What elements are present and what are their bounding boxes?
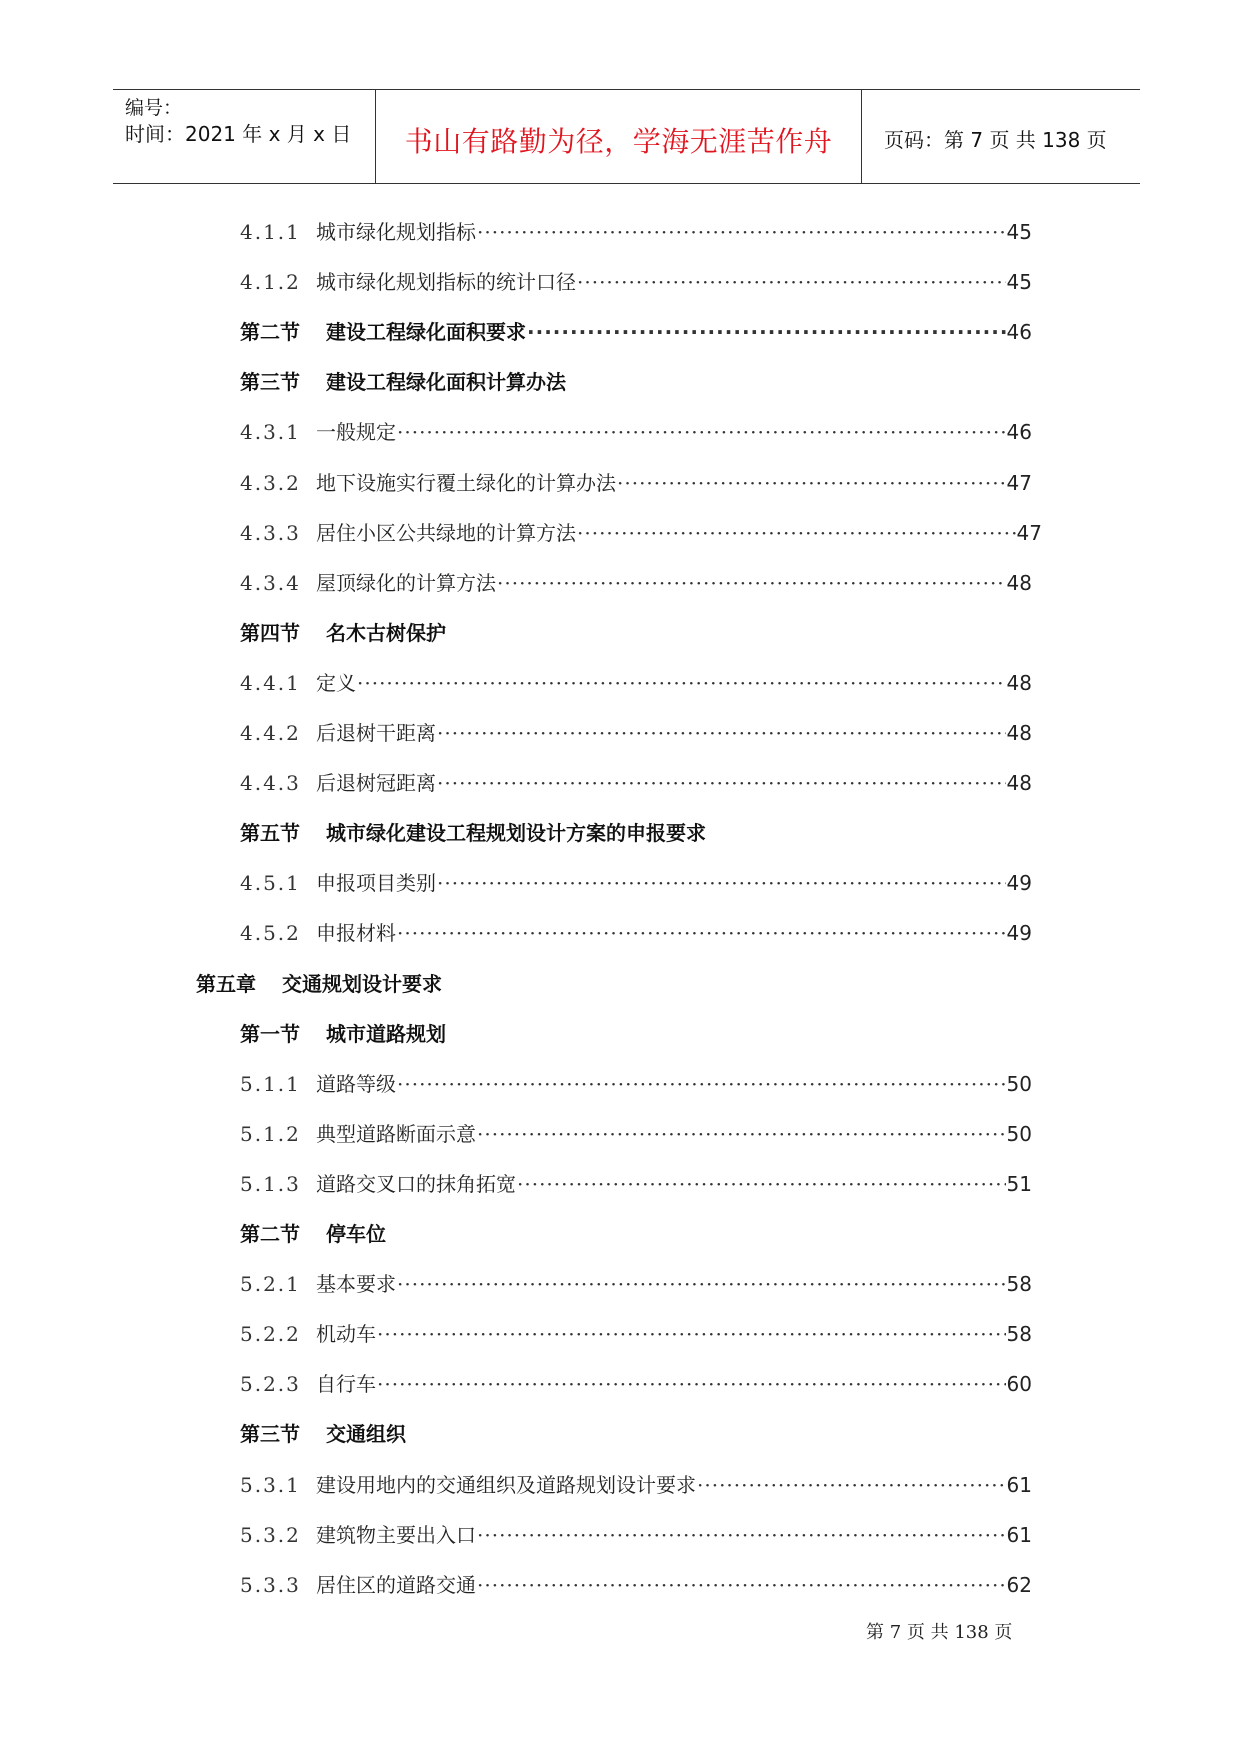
toc-entry-label: 第三节 (240, 1422, 300, 1447)
toc-leader-dots (377, 1372, 1006, 1396)
toc-entry-title: 一般规定 (316, 420, 396, 445)
toc-entry-page: 58 (1006, 1322, 1032, 1347)
toc-leader-dots (477, 1523, 1006, 1547)
toc-entry-number: 5.3.2 (240, 1522, 301, 1547)
toc-entry-title: 道路等级 (316, 1071, 396, 1096)
toc-leader-dots (517, 1172, 1006, 1196)
toc-entry-title: 交通规划设计要求 (282, 971, 442, 996)
toc-entry-label: 第二节 (240, 320, 300, 345)
toc-entry-title: 典型道路断面示意 (316, 1121, 476, 1146)
toc-entry-title: 建设工程绿化面积计算办法 (326, 370, 566, 395)
toc-entry-title: 建筑物主要出入口 (316, 1522, 476, 1547)
toc-entry-page: 61 (1006, 1472, 1032, 1497)
toc-entry-page: 48 (1006, 721, 1032, 745)
toc-subsection-entry[interactable] (240, 1118, 1032, 1152)
toc-entry-title: 建设用地内的交通组织及道路规划设计要求 (316, 1472, 696, 1497)
toc-entry-number: 5.1.1 (240, 1071, 301, 1096)
toc-entry-label: 第三节 (240, 370, 300, 395)
toc-section-entry[interactable] (240, 617, 446, 651)
toc-entry-title: 机动车 (316, 1322, 376, 1347)
toc-leader-dots (477, 1573, 1006, 1597)
toc-subsection-entry[interactable] (240, 1168, 1032, 1202)
toc-subsection-entry[interactable] (240, 1469, 1032, 1503)
toc-entry-title: 交通组织 (326, 1422, 406, 1447)
toc-entry-title: 自行车 (316, 1372, 376, 1397)
toc-subsection-entry[interactable] (240, 1268, 1032, 1302)
header-meta-cell (113, 90, 375, 183)
toc-entry-title: 地下设施实行覆土绿化的计算办法 (316, 470, 616, 495)
toc-entry-page: 46 (1006, 420, 1032, 445)
toc-leader-dots (577, 270, 1006, 294)
toc-entry-page: 60 (1006, 1372, 1032, 1397)
document-number-label: 编号： (125, 97, 183, 119)
toc-entry-title: 道路交叉口的抹角拓宽 (316, 1171, 516, 1196)
toc-entry-title: 城市绿化建设工程规划设计方案的申报要求 (326, 821, 706, 846)
toc-entry-number: 5.2.1 (240, 1272, 301, 1297)
toc-entry-title: 居住小区公共绿地的计算方法 (316, 520, 576, 545)
toc-entry-page: 58 (1006, 1272, 1032, 1297)
toc-entry-title: 城市绿化规划指标的统计口径 (316, 270, 576, 295)
toc-leader-dots (397, 1072, 1006, 1096)
toc-entry-title: 后退树干距离 (316, 721, 436, 745)
toc-entry-label: 第四节 (240, 620, 300, 645)
header-motto: 书山有路勤为径，学海无涯苦作舟 (404, 125, 833, 158)
toc-leader-dots (477, 220, 1006, 244)
toc-leader-dots (397, 921, 1006, 945)
toc-entry-page: 45 (1006, 220, 1032, 244)
toc-leader-dots (397, 420, 1006, 444)
toc-leader-dots (577, 521, 1016, 545)
toc-entry-page: 47 (1006, 470, 1032, 495)
toc-entry-label: 第五章 (196, 971, 256, 996)
toc-subsection-entry[interactable] (240, 917, 1032, 951)
toc-subsection-entry[interactable] (240, 1519, 1032, 1553)
toc-subsection-entry[interactable] (240, 1068, 1032, 1102)
toc-leader-dots (477, 1122, 1006, 1146)
toc-entry-label: 第一节 (240, 1021, 300, 1046)
toc-subsection-entry[interactable] (240, 416, 1032, 450)
toc-subsection-entry[interactable] (240, 1569, 1032, 1603)
toc-entry-number: 4.3.1 (240, 420, 301, 445)
toc-leader-dots (437, 871, 1006, 895)
toc-entry-number: 4.3.3 (240, 520, 301, 545)
toc-entry-title: 城市绿化规划指标 (316, 220, 476, 244)
toc-entry-page: 62 (1006, 1572, 1032, 1597)
header-motto-cell (375, 90, 862, 183)
toc-section-entry[interactable] (240, 1218, 386, 1252)
toc-entry-number: 5.2.2 (240, 1322, 301, 1347)
toc-entry-page: 50 (1006, 1071, 1032, 1096)
toc-entry-number: 5.2.3 (240, 1372, 301, 1397)
toc-section-entry[interactable] (240, 316, 1032, 350)
toc-entry-number: 5.1.2 (240, 1121, 301, 1146)
toc-entry-title: 定义 (316, 670, 356, 695)
toc-entry-page: 61 (1006, 1522, 1032, 1547)
toc-leader-dots (527, 320, 1006, 344)
toc-entry-page: 49 (1006, 871, 1032, 896)
toc-subsection-entry[interactable] (240, 567, 1032, 601)
toc-entry-title: 居住区的道路交通 (316, 1572, 476, 1597)
toc-section-entry[interactable] (240, 817, 706, 851)
toc-subsection-entry[interactable] (240, 767, 1032, 801)
toc-entry-number: 5.3.3 (240, 1572, 301, 1597)
header-page-cell (862, 90, 1140, 183)
toc-entry-page: 47 (1016, 520, 1042, 545)
toc-entry-page: 45 (1006, 270, 1032, 295)
toc-subsection-entry[interactable] (240, 1368, 1032, 1402)
toc-entry-page: 48 (1006, 570, 1032, 595)
toc-entry-page: 48 (1006, 771, 1032, 796)
toc-entry-number: 4.5.2 (240, 921, 301, 946)
toc-entry-number: 4.4.3 (240, 771, 301, 796)
toc-entry-number: 4.4.2 (240, 721, 301, 745)
toc-entry-title: 屋顶绿化的计算方法 (316, 570, 496, 595)
toc-entry-title: 基本要求 (316, 1272, 396, 1297)
toc-entry-number: 4.4.1 (240, 670, 301, 695)
toc-entry-title: 城市道路规划 (326, 1021, 446, 1046)
toc-chapter-entry[interactable] (196, 968, 442, 1002)
toc-subsection-entry[interactable] (240, 266, 1032, 300)
toc-entry-title: 停车位 (326, 1222, 386, 1246)
toc-section-entry[interactable] (240, 1418, 406, 1452)
toc-entry-page: 49 (1006, 921, 1032, 946)
toc-subsection-entry[interactable] (240, 1318, 1032, 1352)
toc-leader-dots (697, 1473, 1006, 1497)
page-header (113, 89, 1140, 184)
toc-entry-title: 建设工程绿化面积要求 (326, 320, 526, 345)
toc-section-entry[interactable] (240, 1018, 446, 1052)
toc-entry-page: 46 (1006, 320, 1032, 345)
toc-subsection-entry[interactable] (240, 216, 1032, 250)
toc-entry-title: 名木古树保护 (326, 620, 446, 645)
toc-leader-dots (437, 721, 1006, 745)
toc-entry-number: 4.1.2 (240, 270, 301, 295)
toc-subsection-entry[interactable] (240, 717, 1032, 751)
toc-entry-number: 5.3.1 (240, 1472, 301, 1497)
toc-entry-label: 第二节 (240, 1222, 300, 1246)
toc-entry-label: 第五节 (240, 821, 300, 846)
toc-leader-dots (357, 671, 1006, 695)
header-page-info: 页码：第 7 页 共 138 页 (884, 128, 1107, 152)
toc-entry-number: 5.1.3 (240, 1171, 301, 1196)
toc-leader-dots (397, 1272, 1006, 1296)
toc-leader-dots (617, 471, 1006, 495)
toc-entry-page: 50 (1006, 1121, 1032, 1146)
toc-entry-title: 申报项目类别 (316, 871, 436, 896)
toc-subsection-entry[interactable] (240, 867, 1032, 901)
toc-entry-number: 4.5.1 (240, 871, 301, 896)
document-time-label: 时间：2021 年 x 月 x 日 (125, 122, 352, 146)
toc-entry-number: 4.1.1 (240, 220, 301, 244)
toc-entry-page: 48 (1006, 670, 1032, 695)
toc-entry-title: 后退树冠距离 (316, 771, 436, 796)
footer-page-number: 第 7 页 共 138 页 (866, 1622, 1013, 1643)
toc-subsection-entry[interactable] (240, 467, 1032, 501)
toc-entry-title: 申报材料 (316, 921, 396, 946)
toc-section-entry[interactable] (240, 366, 566, 400)
toc-entry-number: 4.3.2 (240, 470, 301, 495)
toc-leader-dots (497, 571, 1006, 595)
toc-subsection-entry[interactable] (240, 517, 1042, 551)
toc-entry-number: 4.3.4 (240, 570, 301, 595)
toc-entry-page: 51 (1006, 1171, 1032, 1196)
toc-leader-dots (437, 771, 1006, 795)
toc-subsection-entry[interactable] (240, 667, 1032, 701)
toc-leader-dots (377, 1322, 1006, 1346)
